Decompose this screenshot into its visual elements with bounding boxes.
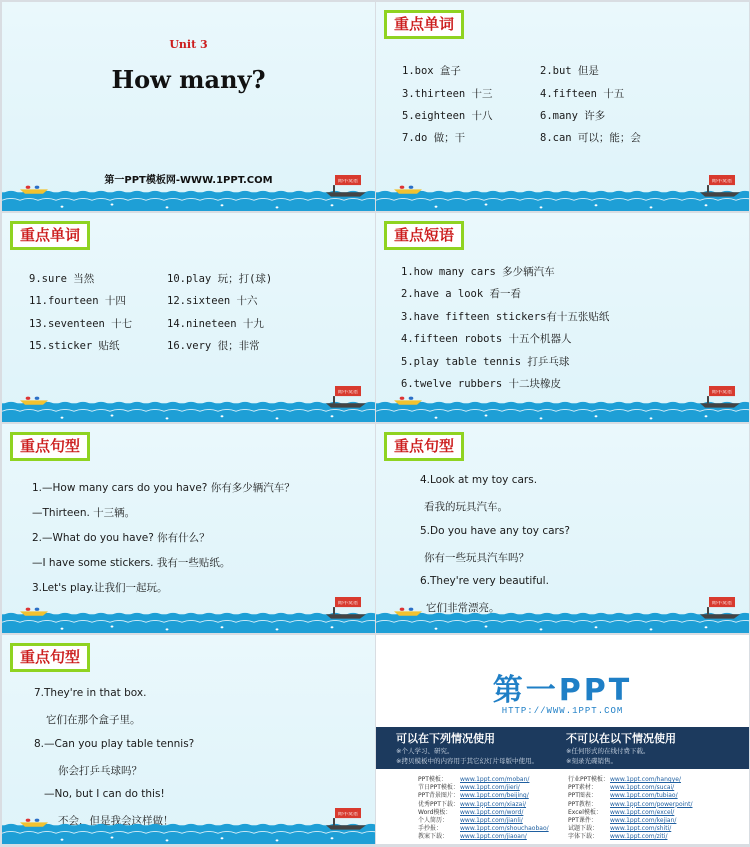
phrase-item: 4.fifteen robots 十五个机器人 — [401, 333, 572, 345]
resource-link-label: Excel模板： — [568, 808, 602, 816]
vocab-item: 15.sticker 贴纸 — [29, 340, 120, 352]
resource-link-label: 试题下载： — [568, 825, 599, 833]
wave-boat-decoration — [2, 808, 375, 844]
section-tag: 重点单词 — [384, 10, 464, 39]
resource-link[interactable]: www.1ppt.com/jieri/ — [460, 784, 520, 792]
boat-sign-text: 附中英语 — [338, 179, 358, 184]
vocab-item: 8.can 可以；能；会 — [540, 132, 641, 144]
vocab-item: 5.eighteen 十八 — [402, 110, 493, 122]
section-tag: 重点句型 — [10, 643, 90, 672]
slide-ad[interactable] — [376, 635, 749, 844]
slide-sentences-1[interactable] — [2, 424, 375, 633]
slide-vocab-1[interactable] — [376, 2, 749, 211]
resource-link-label: 优秀PPT下载： — [418, 800, 459, 808]
resource-link[interactable]: www.1ppt.com/jianli/ — [460, 817, 523, 824]
section-tag: 重点单词 — [10, 221, 90, 250]
resource-link-label: PPT教程： — [568, 800, 597, 808]
resource-link-label: 个人简历： — [418, 817, 449, 824]
wave-boat-decoration — [2, 597, 375, 633]
resource-link-label: PPT课件： — [568, 817, 597, 824]
phrase-item: 5.play table tennis 打乒乓球 — [401, 356, 570, 368]
forbidden-line: ※刻录光碟销售。 — [566, 757, 617, 765]
resource-link[interactable]: www.1ppt.com/word/ — [460, 808, 524, 816]
sentence-item: 4.Look at my toy cars. — [420, 474, 538, 486]
wave-boat-decoration — [376, 386, 749, 422]
boat-sign-text: 附中英语 — [712, 390, 732, 395]
phrase-item: 2.have a look 看一看 — [401, 288, 522, 300]
phrase-item: 1.how many cars 多少辆汽车 — [401, 266, 555, 278]
resource-link-label: PPT图表： — [568, 792, 597, 800]
phrase-item: 3.have fifteen stickers有十五张贴纸 — [401, 311, 610, 323]
sentence-item: —Thirteen. 十三辆。 — [32, 507, 136, 519]
wave-boat-decoration — [2, 175, 375, 211]
slide-title[interactable] — [2, 2, 375, 211]
resource-link-row — [568, 831, 667, 840]
allowed-line: ※拷贝模板中的内容用于其它幻灯片母版中使用。 — [396, 757, 538, 765]
site-watermark: 第一PPT模板网-WWW.1PPT.COM — [104, 175, 273, 186]
sentence-item: 2.—What do you have? 你有什么？ — [32, 532, 210, 544]
usage-band — [376, 727, 749, 769]
vocab-item: 1.box 盒子 — [402, 65, 461, 77]
resource-link[interactable]: www.1ppt.com/shiti/ — [610, 825, 672, 833]
boat-sign-text: 附中英语 — [338, 390, 358, 395]
sentence-item: 1.—How many cars do you have? 你有多少辆汽车？ — [32, 482, 295, 494]
slide-sentences-3[interactable] — [2, 635, 375, 844]
forbidden-heading: 不可以在以下情况使用 — [566, 732, 676, 745]
resource-link[interactable]: www.1ppt.com/hangye/ — [610, 776, 681, 783]
resource-link-label: Word模板： — [418, 808, 452, 816]
sentence-item: 6.They're very beautiful. — [420, 575, 549, 587]
resource-link[interactable]: www.1ppt.com/sucai/ — [610, 784, 675, 792]
vocab-item: 14.nineteen 十九 — [167, 318, 264, 330]
sentence-item: 5.Do you have any toy cars? — [420, 525, 570, 537]
section-tag: 重点句型 — [10, 432, 90, 461]
resource-link-label: 节日PPT模板： — [418, 784, 459, 792]
sentence-item: 它们在那个盒子里。 — [46, 714, 141, 726]
forbidden-line: ※任何形式的在线付费下载。 — [566, 747, 650, 755]
allowed-line: ※个人学习、研究。 — [396, 747, 454, 755]
resource-link[interactable]: www.1ppt.com/kejian/ — [610, 817, 677, 824]
boat-sign-text: 附中英语 — [338, 601, 358, 606]
resource-link[interactable]: www.1ppt.com/beijing/ — [460, 792, 529, 800]
wave-boat-decoration — [376, 597, 749, 633]
boat-sign-text: 附中英语 — [712, 601, 732, 606]
vocab-item: 12.sixteen 十六 — [167, 295, 258, 307]
wave-boat-decoration — [2, 386, 375, 422]
lesson-title: How many? — [111, 65, 266, 94]
brand-url[interactable]: HTTP://WWW.1PPT.COM — [501, 706, 624, 716]
vocab-item: 3.thirteen 十三 — [402, 88, 493, 100]
vocab-item: 7.do 做；干 — [402, 132, 466, 144]
sentence-item: —I have some stickers. 我有一些贴纸。 — [32, 557, 231, 569]
sentence-item: 看我的玩具汽车。 — [424, 501, 508, 513]
vocab-item: 16.very 很；非常 — [167, 340, 260, 352]
resource-link[interactable]: www.1ppt.com/excel/ — [610, 808, 675, 816]
boat-sign-text: 附中英语 — [712, 179, 732, 184]
section-tag: 重点短语 — [384, 221, 464, 250]
resource-link-row — [418, 831, 527, 840]
vocab-item: 6.many 许多 — [540, 110, 606, 122]
unit-label: Unit 3 — [169, 38, 208, 51]
sentence-item: 3.Let's play.让我们一起玩。 — [32, 582, 168, 594]
wave-boat-decoration — [376, 175, 749, 211]
sentence-item: 8.—Can you play table tennis? — [34, 738, 195, 750]
resource-link[interactable]: www.1ppt.com/xiazai/ — [460, 800, 527, 808]
slide-sentences-2[interactable] — [376, 424, 749, 633]
vocab-item: 11.fourteen 十四 — [29, 295, 126, 307]
vocab-item: 2.but 但是 — [540, 65, 599, 77]
sentence-item: 它们非常漂亮。 — [426, 602, 500, 614]
resource-link-label: 教案下载： — [418, 833, 449, 841]
resource-link[interactable]: www.1ppt.com/shouchaobao/ — [460, 825, 549, 833]
slide-vocab-2[interactable] — [2, 213, 375, 422]
sentence-item: —No, but I can do this! — [44, 788, 165, 800]
phrase-item: 6.twelve rubbers 十二块橡皮 — [401, 378, 561, 390]
vocab-item: 10.play 玩；打(球) — [167, 273, 273, 285]
resource-link[interactable]: www.1ppt.com/ziti/ — [610, 833, 668, 841]
section-tag: 重点句型 — [384, 432, 464, 461]
allowed-heading: 可以在下列情况使用 — [396, 732, 495, 745]
vocab-item: 13.seventeen 十七 — [29, 318, 133, 330]
sentence-item: 你会打乒乓球吗？ — [58, 765, 142, 777]
resource-link[interactable]: www.1ppt.com/powerpoint/ — [610, 800, 693, 808]
sentence-item: 你有一些玩具汽车吗？ — [424, 552, 529, 564]
slide-phrases[interactable] — [376, 213, 749, 422]
sentence-item: 7.They're in that box. — [34, 687, 147, 699]
resource-link-label: PPT模板： — [418, 776, 447, 783]
resource-link-label: PPT背景图片： — [418, 792, 459, 800]
sentence-item: 不会，但是我会这样做！ — [58, 815, 174, 827]
resource-link[interactable]: www.1ppt.com/moban/ — [460, 776, 530, 783]
resource-link[interactable]: www.1ppt.com/jiaoan/ — [460, 833, 527, 841]
resource-link[interactable]: www.1ppt.com/tubiao/ — [610, 792, 678, 800]
vocab-item: 4.fifteen 十五 — [540, 88, 625, 100]
resource-link-label: PPT素材： — [568, 784, 597, 792]
resource-link-label: 手抄报： — [418, 825, 443, 833]
resource-link-label: 行业PPT模板： — [568, 776, 609, 783]
brand-logo: 第一PPT — [492, 673, 633, 708]
resource-link-label: 字体下载： — [568, 833, 599, 841]
vocab-item: 9.sure 当然 — [29, 273, 95, 285]
boat-sign-text: 附中英语 — [338, 812, 358, 817]
